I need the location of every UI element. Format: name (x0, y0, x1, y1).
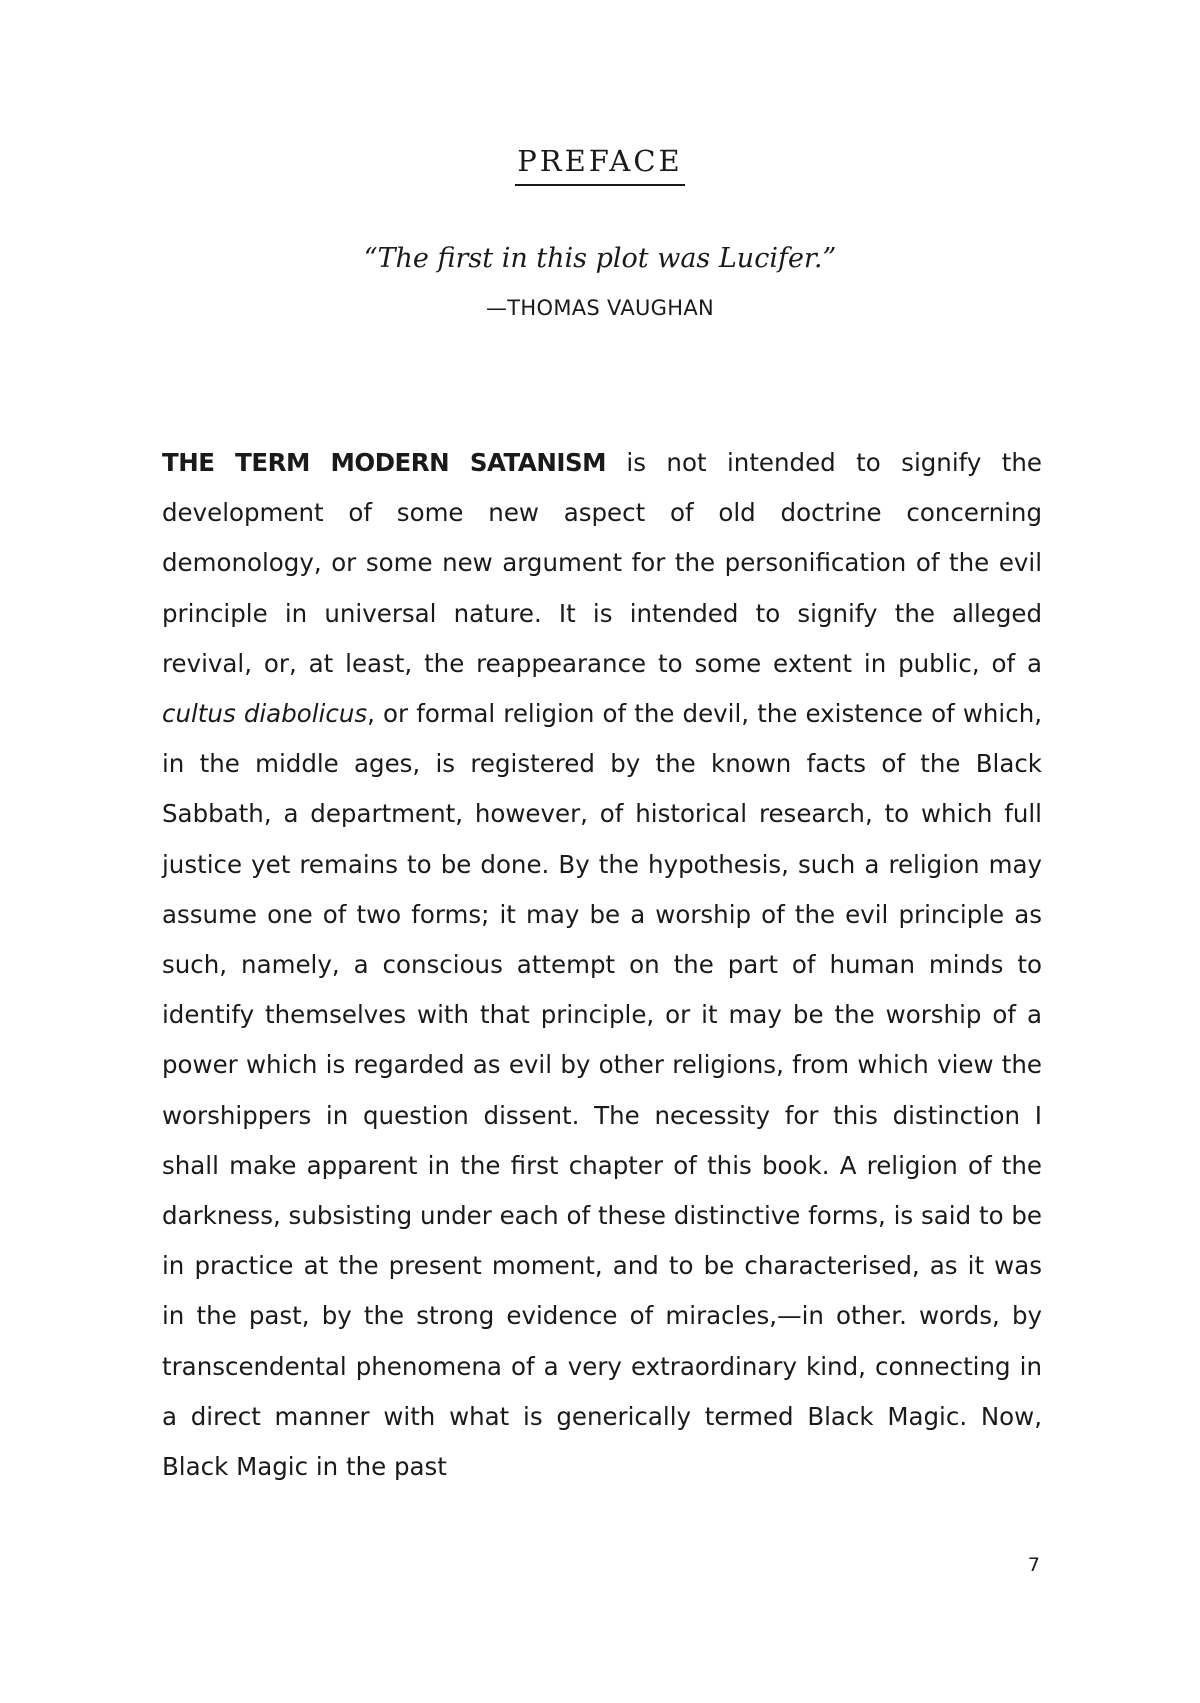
italic-term: cultus diabolicus (162, 699, 368, 729)
epigraph (0, 242, 1200, 322)
chapter-title: PREFACE (515, 144, 684, 186)
epigraph-quote: “The first in this plot was Lucifer.” (363, 243, 837, 274)
chapter-heading (0, 144, 1200, 186)
body-text-part-1: is not intended to signify the development of some new aspect of old doctrine concerning demonology, or some new argument for the personification of the evil principle in universal nature. It is intended to signify the alleged revival, or, at least, the reappearance to some extent in public, of a (162, 448, 1042, 678)
body-text-part-2: , or formal religion of the devil, the existence of which, in the middle ages, is registered by the known facts of the Black Sabbath, a department, however, of historical research, to which full justice yet remains to be done. By the hypothesis, such a religion may assume one of two forms; it may be a worship of the evil principle as such, namely, a conscious attempt on the part of human minds to identify themselves with that principle, or it may be the worship of a power which is regarded as evil by other religions, from which view the worshippers in question dissent. The necessity for this distinction I shall make apparent in the first chapter of this book. A religion of the darkness, subsisting under each of these distinctive forms, is said to be in practice at the present moment, and to be characterised, as it was in the past, by the strong evidence of miracles,—in other. words, by transcendental phenomena of a very extraordinary kind, connecting in a direct manner with what is generically termed Black Magic. Now, Black Magic in the past (162, 699, 1043, 1482)
body-paragraph (162, 438, 1042, 1492)
page-number: 7 (1027, 1554, 1040, 1576)
epigraph-attribution: —THOMAS VAUGHAN (485, 296, 715, 320)
lead-in-text: THE TERM MODERN SATANISM (162, 448, 606, 477)
